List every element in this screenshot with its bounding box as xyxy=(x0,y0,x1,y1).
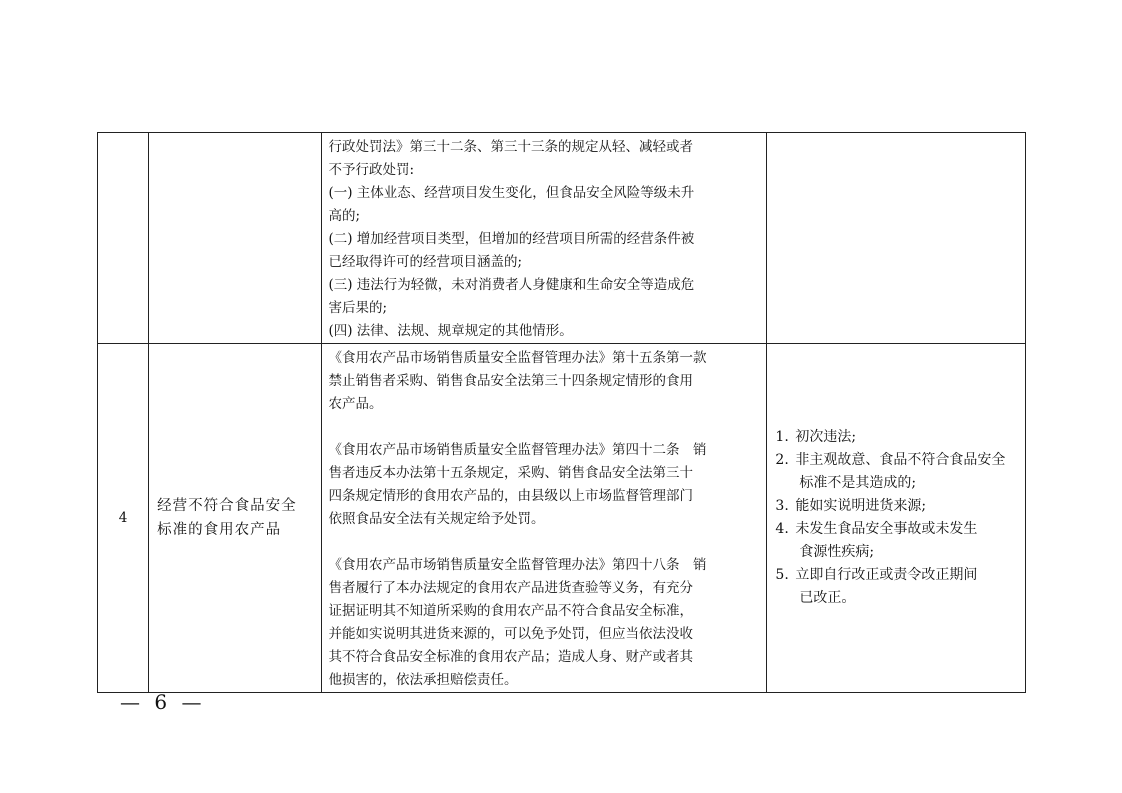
conditions-cell xyxy=(767,344,1026,693)
basis-line: (四) 法律、法规、规章规定的其他情形。 xyxy=(328,323,573,339)
basis-line: 他损害的，依法承担赔偿责任。 xyxy=(328,672,518,688)
paragraph-gap xyxy=(328,416,760,439)
table-row xyxy=(98,133,1026,344)
basis-line: 并能如实说明其进货来源的，可以免予处罚，但应当依法没收 xyxy=(328,626,693,642)
basis-line: 高的; xyxy=(328,208,361,224)
list-item xyxy=(775,426,1025,449)
basis-line: (二) 增加经营项目类型，但增加的经营项目所需的经营条件被 xyxy=(328,231,695,247)
basis-line: 售者违反本办法第十五条规定，采购、销售食品安全法第三十 xyxy=(328,465,693,481)
list-item xyxy=(775,449,1025,495)
basis-line: 害后果的; xyxy=(328,300,388,316)
basis-line: 不予行政处罚: xyxy=(328,162,415,178)
condition-line: 已改正。 xyxy=(799,590,856,606)
item-line: 经营不符合食品安全 xyxy=(157,498,297,514)
condition-number: 2. xyxy=(775,452,789,468)
row-number: 4 xyxy=(118,509,128,526)
basis-line: 农产品。 xyxy=(328,396,383,412)
basis-line: 已经取得许可的经营项目涵盖的; xyxy=(328,254,523,270)
condition-number: 4. xyxy=(775,521,789,537)
basis-line: 四条规定情形的食用农产品的，由县级以上市场监督管理部门 xyxy=(328,488,693,504)
condition-number: 5. xyxy=(775,567,789,583)
condition-line: 立即自行改正或责令改正期间 xyxy=(795,567,978,583)
basis-line: 依照食品安全法有关规定给予处罚。 xyxy=(328,511,545,527)
list-item xyxy=(775,564,1025,610)
basis-line: 《食用农产品市场销售质量安全监督管理办法》第四十二条 销 xyxy=(328,442,707,458)
basis-line: (一) 主体业态、经营项目发生变化，但食品安全风险等级未升 xyxy=(328,185,695,201)
legal-basis-text xyxy=(322,344,766,692)
row-number-cell xyxy=(98,133,149,344)
condition-line: 非主观故意、食品不符合食品安全 xyxy=(795,452,1006,468)
basis-line: 证据证明其不知道所采购的食用农产品不符合食品安全标准， xyxy=(328,603,693,619)
paragraph-gap xyxy=(328,531,760,554)
condition-line: 食源性疾病; xyxy=(799,544,875,560)
basis-line: 其不符合食品安全标准的食用农产品；造成人身、财产或者其 xyxy=(328,649,693,665)
violation-item-text xyxy=(149,494,321,542)
condition-line: 初次违法; xyxy=(795,429,857,445)
condition-line: 标准不是其造成的; xyxy=(799,475,917,491)
condition-number: 3. xyxy=(775,498,789,514)
violation-item-cell xyxy=(149,344,322,693)
condition-number: 1. xyxy=(775,429,789,445)
table-row xyxy=(98,344,1026,693)
violation-item-cell xyxy=(149,133,322,344)
legal-basis-cell xyxy=(322,133,767,344)
row-number-cell xyxy=(98,344,149,693)
condition-line: 能如实说明进货来源; xyxy=(795,498,927,514)
page-number: — 6 — xyxy=(120,690,206,714)
basis-line: 售者履行了本办法规定的食用农产品进货查验等义务，有充分 xyxy=(328,580,693,596)
list-item xyxy=(775,518,1025,564)
basis-line: (三) 违法行为轻微，未对消费者人身健康和生命安全等造成危 xyxy=(328,277,695,293)
provisions-table xyxy=(97,132,1026,693)
condition-line: 未发生食品安全事故或未发生 xyxy=(795,521,978,537)
basis-line: 行政处罚法》第三十二条、第三十三条的规定从轻、减轻或者 xyxy=(328,139,693,155)
item-line: 标准的食用农产品 xyxy=(157,522,282,538)
conditions-cell xyxy=(767,133,1026,344)
conditions-list xyxy=(767,426,1025,610)
legal-basis-text xyxy=(322,133,766,343)
list-item xyxy=(775,495,1025,518)
basis-line: 《食用农产品市场销售质量安全监督管理办法》第四十八条 销 xyxy=(328,557,707,573)
basis-line: 禁止销售者采购、销售食品安全法第三十四条规定情形的食用 xyxy=(328,373,693,389)
basis-line: 《食用农产品市场销售质量安全监督管理办法》第十五条第一款 xyxy=(328,350,707,366)
legal-basis-cell xyxy=(322,344,767,693)
